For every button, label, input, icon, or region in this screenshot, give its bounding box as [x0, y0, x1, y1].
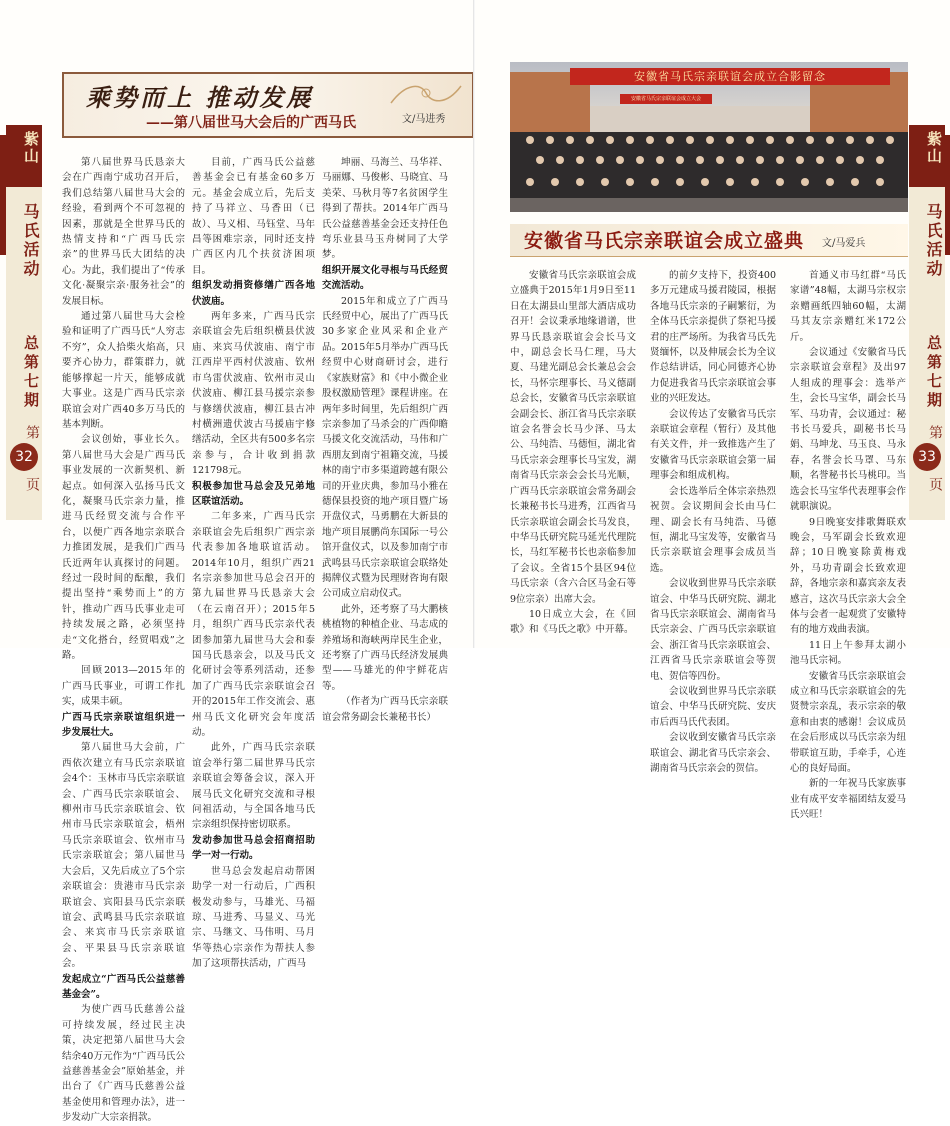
- paragraph: 安徽省马氏宗亲联谊会成立盛典于2015年1月9日至11日在太湖县山里部大酒店成功召开！会议秉承地缘谱谱，世界马氏恳亲联谊会会长马文中，副总会长马仁理，马大夏、马建光副总会长兼总会会长，马怀宗理事长、马义德副总会长，安徽省马氏宗亲联谊会副会长、浙江省马氏宗亲联谊会名誉会长马少泽、马太公、马纯浩、马德恒，湖北省马氏宗亲会理事长马宝发，湖南省马氏宗亲会会长马光顺，广西马氏宗亲联谊会常务副会长兼秘书长马进秀，江西省马氏宗亲联谊会副会长马发良，中华马氏研究院马延光代理院长，马红军秘书长也亲临参加了会议。全省15个县区94位马氏宗亲（含六合区马金石等9位宗亲）出席大会。: [510, 270, 636, 605]
- page-number-left: 32: [10, 443, 38, 471]
- page-prefix-right: 第: [927, 425, 943, 439]
- paragraph: 第八届世界马氏恳亲大会在广西南宁成功召开后，我们总结第八届世马大会的经验，看到两个不可忽视的因素，那就是全世界马氏的热情支持和“广西马氏宗亲”的世界马氏大团结的决心。为此，我们提出了“传承文化·凝聚宗亲·服务社会”的发展目标。: [62, 157, 185, 307]
- article-title-right: 安徽省马氏宗亲联谊会成立盛典: [524, 230, 805, 252]
- left-column-3: [322, 155, 448, 723]
- section-heading: 积极参加世马总会及兄弟地区联谊活动。: [192, 480, 315, 507]
- paragraph: 回顾2013—2015年的广西马氏事业，可谓工作扎实，成果丰硕。: [62, 665, 185, 708]
- column-name: 马氏活动: [21, 203, 40, 279]
- column-name-right: 马氏活动: [924, 203, 943, 279]
- left-page: [0, 0, 475, 1124]
- paragraph: 会议收到世界马氏宗亲联谊会、中华马氏研究院、湖北省马氏宗亲联谊会、湖南省马氏宗亲会、广西马氏宗亲联谊会、浙江省马氏宗亲联谊会、江西省马氏宗亲联谊会等贺电、贺信等四份。: [650, 578, 776, 682]
- photo-banner: 安徽省马氏宗亲联谊会成立合影留念: [570, 68, 890, 85]
- paragraph: 目前，广西马氏公益慈善基金会已有基金60多万元。基金会成立后，先后支持了马祥立、马香田（已故）、马义相、马钰堂、马年昌等困难宗亲，同时还支持广西区内几个扶贫济困项目。: [192, 157, 315, 276]
- paragraph: 为使广西马氏慈善公益可持续发展，经过民主决策，决定把第八届世马大会结余40万元作为“广西马氏公益慈善基金会”原始基金，并出台了《广西马氏慈善公益基金使用和管理办法》，进一步发动广大宗亲捐款。: [62, 1004, 185, 1124]
- paragraph: 两年多来，广西马氏宗亲联谊会先后组织横县伏波庙、来宾马伏波庙、南宁市江西岸平西村伏波庙、钦州市乌雷伏波庙、钦州市灵山伏波庙、柳江县马援宗亲参与修缮伏波庙，柳江县古冲村横洲遗伏波古马援庙宇修缮活动，全区共有500多名宗亲参与，合计收到捐款121798元。: [192, 311, 315, 477]
- article-author-right: 文/马爱兵: [822, 238, 866, 249]
- article-title-banner-right: [510, 224, 908, 257]
- paragraph: 会议创始，事业长久。第八届世马大会是广西马氏事业发展的一次新契机、新起点。如何深入弘扬马氏文化，凝聚马氏宗亲力量，推进马氏经贸交流与合作平台，以便广西各地宗亲联合力推团发展，是我们广西马氏近两年认真探讨的问题。经过一段时间的酝酿，我们提出坚持“乘势而上”的方针，推动广西马氏事业走可持续发展之路，必须坚持走“文化搭台，经贸唱戏”之路。: [62, 434, 185, 661]
- section-heading: 组织发动捐资修缮广西各地伏波庙。: [192, 280, 315, 307]
- page-suffix: 页: [24, 477, 40, 491]
- paragraph: 通过第八届世马大会检验和证明了广西马氏“人穷志不穷”，众人拾柴火焰高，只要齐心协力，群策群力，就能够撑起一片天，能够成就大事业。这是广西马氏宗亲联谊会对广西40多万马氏的基本判断。: [62, 311, 185, 430]
- paragraph: 会长选举后全体宗亲热烈祝贺。会议期间会长由马仁理、副会长有马纯浩、马德恒，湖北马宝发等，安徽省马氏宗亲联谊会理事会成员当选。: [650, 485, 776, 574]
- side-strip-left: [6, 125, 42, 520]
- right-page: [475, 0, 950, 821]
- section-heading: 发起成立“广西马氏公益慈善基金会”。: [62, 973, 185, 1000]
- left-column-2: [192, 155, 315, 970]
- article-subtitle: ——第八届世马大会后的广西马氏: [146, 115, 356, 131]
- paragraph: 坤丽、马海兰、马华祥、马丽娜、马俊彬、马晓宜、马美荣、马秋月等7名贫困学生得到了帮扶。2014年广西马氏公益慈善基金会还支持任色弯乐业县马玉舟树同了大学梦。: [322, 157, 448, 261]
- issue-label: 总第七期: [22, 335, 40, 411]
- crowd-image: [510, 132, 908, 212]
- page-number-right: 33: [913, 443, 941, 471]
- section-heading: 组织开展文化寻根与马氏经贸交流活动。: [322, 264, 448, 292]
- paragraph: 首通义市马红群“马氏家谱”48幅，太湖马宗权宗亲赠画纸四轴60幅，太湖马其友宗亲赠红米172公斤。: [790, 270, 906, 343]
- right-column-2: [650, 268, 776, 774]
- page-prefix: 第: [24, 425, 40, 439]
- magazine-name: 紫山: [22, 131, 40, 165]
- right-column-1: [510, 268, 636, 636]
- page-suffix-right: 页: [927, 477, 943, 491]
- paragraph: 新的一年祝马氏家族事业有成平安幸福团结友爱马氏兴旺！: [790, 778, 906, 821]
- paragraph: 会议收到安徽省马氏宗亲联谊会、湖北省马氏宗亲会、湖南省马氏宗亲会的贺信。: [650, 732, 776, 774]
- paragraph: 此外，广西马氏宗亲联谊会举行第二届世界马氏宗亲联谊会筹备会议，深入开展马氏文化研究交流和寻根问祖活动，与全国各地马氏宗亲组织保持密切联系。: [192, 742, 315, 831]
- paragraph: （作者为广西马氏宗亲联谊会常务副会长兼秘书长）: [322, 696, 448, 723]
- paragraph: 此外，还考察了马大鹏核桃植物的种植企业、马志成的养殖场和海峡两岸民生企业，还考察了广西马氏经济发展典型——马雄光的仲宇鲜花店等。: [322, 603, 448, 692]
- paragraph: 第八届世马大会前，广西依次建立有马氏宗亲联谊会4个：玉林市马氏宗亲联谊会、广西马氏宗亲联谊会、柳州市马氏宗亲联谊会、钦州市马氏宗亲联谊会，梧州马氏宗亲联谊会、钦州市马氏宗亲联谊会；第八届世马大会后，又先后成立了5个宗亲联谊会：贵港市马氏宗亲联谊会、宾阳县马氏宗亲联谊会、武鸣县马氏宗亲联谊会、来宾市马氏宗亲联谊会、平果县马氏宗亲联谊会。: [62, 742, 185, 970]
- paragraph: 10日成立大会，在《回歌》和《马氏之歌》中开幕。: [510, 608, 636, 636]
- issue-label-right: 总第七期: [925, 335, 943, 411]
- left-column-1: [62, 155, 185, 1124]
- article-title: 乘势而上 推动发展: [86, 83, 314, 112]
- right-column-3: [790, 268, 906, 821]
- photo-sign: 安徽省马氏宗亲联谊会成立大会: [620, 94, 712, 104]
- article-author: 文/马进秀: [402, 114, 446, 125]
- paragraph: 二年多来，广西马氏宗亲联谊会先后组织广西宗亲代表参加各地联谊活动。2014年10月，组织广西21名宗亲参加世马总会召开的第九届世界马氏恳亲大会（在云南召开）；2015年5月，组织广西马氏宗亲代表团参加第九届世马大会和泰国马氏恳亲会，以及马氏文化研讨会等系列活动，还参加了广西马氏宗亲联谊会召开的2015年工作交流会、惠州马氏文化研究会年度活动。: [192, 511, 315, 739]
- paragraph: 会议通过《安徽省马氏宗亲联谊会章程》及出97人组成的理事会：选举产生，会长马宝华，副会长马军、马功青，会议通过：秘书长马爱兵，副秘书长马娟、马坤龙、马玉良、马永春，名誉会长马罩、马东顺，名誉秘书长马桃印。当选会长马宝华代表理事会作就职演说。: [790, 347, 906, 513]
- paragraph: 安徽省马氏宗亲联谊会成立和马氏宗亲联谊会的先贤赞宗亲乱，表示宗亲的敬意和由衷的感谢！会议成员在会后形成以马氏宗亲为纽带联谊互助，手牵手，心连心的良好局面。: [790, 670, 906, 774]
- paragraph: 2015年和成立了广西马氏经贸中心，展出了广西马氏30多家企业风采和企业产品。2015年5月举办广西马氏经贸中心财商研讨会，进行《家族财富》和《中小微企业股权激励管理》课程讲座。在两年多时间里，先后组织广西宗亲参加了马杀会的广西仰瞻马援文化交流活动，马伟和广西朋友到南宁祖籍交流，马援林的南宁市多渠道跨越有限公司的开业庆典，参加马小雅在德保县投资的地产项目暨广场开盘仪式，马勇鹏在大新县的地产项目展鹏尚东国际一号公馆开盘仪式，以及参加南宁市武鸣县马氏宗亲联谊会联络处揭牌仪式暨为民理财咨询有限公司成立启动仪式。: [322, 295, 448, 600]
- paragraph: 会议传达了安徽省马氏宗亲联谊会章程（暂行）及其他有关文件，并一致推选产生了安徽省马氏宗亲联谊会第一届理事会和组成机构。: [650, 408, 776, 482]
- side-strip-right: [909, 125, 945, 520]
- paragraph: 11日上午参拜太湖小池马氏宗祠。: [790, 639, 906, 667]
- section-heading: 广西马氏宗亲联谊组织进一步发展壮大。: [62, 711, 185, 739]
- paragraph: 世马总会发起启动帮困助学一对一行动后，广西积极发动参与，马雄光、马福琼、马进秀、马显义、马光宗、马继文、马伟明、马月华等热心宗亲作为帮扶人参加了这项帮扶活动，广西马: [192, 865, 315, 970]
- magazine-name-right: 紫山: [925, 131, 943, 165]
- paragraph: 9日晚宴安排歌舞联欢晚会，马军副会长致欢迎辞；10日晚宴除黄梅戏外，马功青副会长致欢迎辞，各地宗亲和嘉宾亲友表感言，这次马氏宗亲大会全体与会者一起观赏了安徽特有的地方戏曲表演。: [790, 516, 906, 636]
- paragraph: 会议收到世界马氏宗亲联谊会、中华马氏研究院、安庆市后西马氏代表团。: [650, 685, 776, 728]
- paragraph: 的前夕支持下，投资400多万元建成马援君陵园，根据各地马氏宗亲的子嗣繁衍，为全体马氏宗亲提供了祭祀马援君的庄严场所。为我省马氏先贤缅怀，以及伸展会长为全议作总结讲话，同心同德齐心协力促进我省马氏宗亲联谊会事业的兴旺发达。: [650, 270, 776, 405]
- group-photo: [510, 62, 908, 212]
- section-heading: 发动参加世马总会招商招助学一对一行动。: [192, 834, 315, 862]
- article-title-banner: [62, 72, 474, 138]
- swirl-ornament: [386, 78, 466, 108]
